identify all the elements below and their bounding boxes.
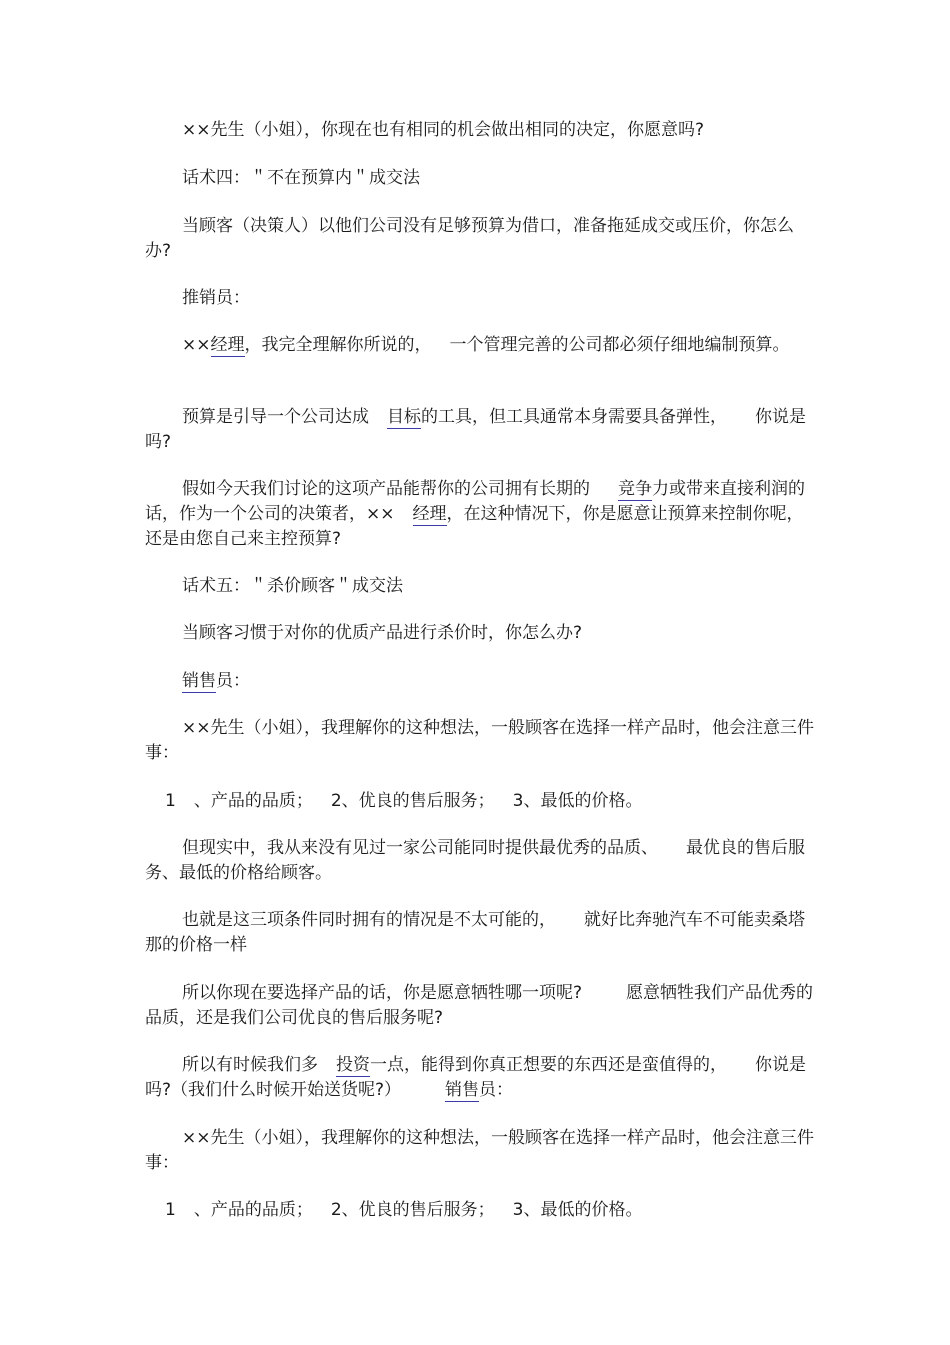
text: 当顾客习惯于对你的优质产品进行杀价时，你怎么办? xyxy=(182,623,583,643)
text: 假如今天我们讨论的这项产品能帮你的公司拥有长期的 xyxy=(182,479,590,499)
text: 所以你现在要选择产品的话，你是愿意牺牲哪一项呢? xyxy=(182,983,583,1003)
text: 2、优良的售后服务； xyxy=(330,1200,495,1220)
text: 、产品的品质； xyxy=(193,1200,313,1220)
text: ××先生（小姐），你现在也有相同的机会做出相同的决定，你愿意吗? xyxy=(182,120,705,140)
paragraph-decision xyxy=(145,118,815,143)
link-manager[interactable]: 经理 xyxy=(210,335,245,355)
text: 3、最低的价格。 xyxy=(512,791,643,811)
text: 就好比奔驰汽车不可能卖桑塔那的价格一样 xyxy=(145,910,805,955)
text: ，我完全理解你所说的， xyxy=(244,335,432,355)
text: 话术五：＂杀价顾客＂成交法 xyxy=(182,576,403,596)
list-three-things xyxy=(145,789,815,814)
list-number: 1 xyxy=(165,1200,176,1220)
list-number: 1 xyxy=(165,791,176,811)
text: 的工具，但工具通常本身需要具备弹性， xyxy=(421,407,727,427)
paragraph-bargain-question xyxy=(145,621,815,646)
paragraph-invest xyxy=(145,1053,815,1103)
text: 、产品的品质； xyxy=(193,791,313,811)
paragraph-three-things xyxy=(145,716,815,766)
text: ，在这种情况下，你是愿意让预算来控制你呢，还是由您自己来主控预算? xyxy=(145,504,804,549)
text: 话术四：＂不在预算内＂成交法 xyxy=(182,168,420,188)
paragraph-budget-tool xyxy=(145,405,815,455)
link-sales[interactable]: 销售 xyxy=(182,671,216,691)
text: 但现实中，我从来没有见过一家公司能同时提供最优秀的品质、 xyxy=(182,838,658,858)
link-manager[interactable]: 经理 xyxy=(412,504,447,524)
text: 员： xyxy=(479,1080,514,1100)
paragraph-budget-response xyxy=(145,333,815,358)
text: 2、优良的售后服务； xyxy=(330,791,495,811)
paragraph-long-term xyxy=(145,477,815,552)
link-competition[interactable]: 竞争 xyxy=(618,479,652,499)
paragraph-reality xyxy=(145,836,815,886)
text: 当顾客（决策人）以他们公司没有足够预算为借口，准备拖延成交或压价，你怎么办? xyxy=(145,216,794,261)
heading-script-four xyxy=(145,166,815,191)
text: ××先生（小姐），我理解你的这种想法，一般顾客在选择一样产品时，他会注意三件事： xyxy=(145,1128,814,1173)
paragraph-impossible xyxy=(145,908,815,958)
link-investment[interactable]: 投资 xyxy=(336,1055,370,1075)
text: 力或带来直接利润的话，作为一个公司的决策者，×× xyxy=(145,479,805,524)
text: ×× xyxy=(182,335,211,355)
label-sales-staff xyxy=(145,669,815,694)
paragraph-budget-question xyxy=(145,214,815,264)
text: 3、最低的价格。 xyxy=(512,1200,643,1220)
text: 愿意牺牲我们产品优秀的品质，还是我们公司优良的售后服务呢? xyxy=(145,983,814,1028)
text: 员： xyxy=(216,671,250,691)
paragraph-sacrifice xyxy=(145,981,815,1031)
link-target[interactable]: 目标 xyxy=(387,407,421,427)
list-three-things-repeat xyxy=(145,1198,815,1223)
paragraph-three-things-repeat xyxy=(145,1126,815,1176)
text: ××先生（小姐），我理解你的这种想法，一般顾客在选择一样产品时，他会注意三件事： xyxy=(145,718,814,763)
text: 一个管理完善的公司都必须仔细地编制预算。 xyxy=(449,335,790,355)
text: 你说是吗?（我们什么时候开始送货呢?） xyxy=(145,1055,806,1100)
text: 一点，能得到你真正想要的东西还是蛮值得的， xyxy=(370,1055,727,1075)
heading-script-five xyxy=(145,574,815,599)
text: 预算是引导一个公司达成 xyxy=(182,407,369,427)
link-sales[interactable]: 销售 xyxy=(445,1080,480,1100)
text: 最优良的售后服务、最低的价格给顾客。 xyxy=(145,838,805,883)
text: 推销员： xyxy=(182,288,250,308)
text: 所以有时候我们多 xyxy=(182,1055,318,1075)
text: 也就是这三项条件同时拥有的情况是不太可能的， xyxy=(182,910,556,930)
label-salesperson xyxy=(145,286,815,311)
text: 你说是吗? xyxy=(145,407,806,452)
